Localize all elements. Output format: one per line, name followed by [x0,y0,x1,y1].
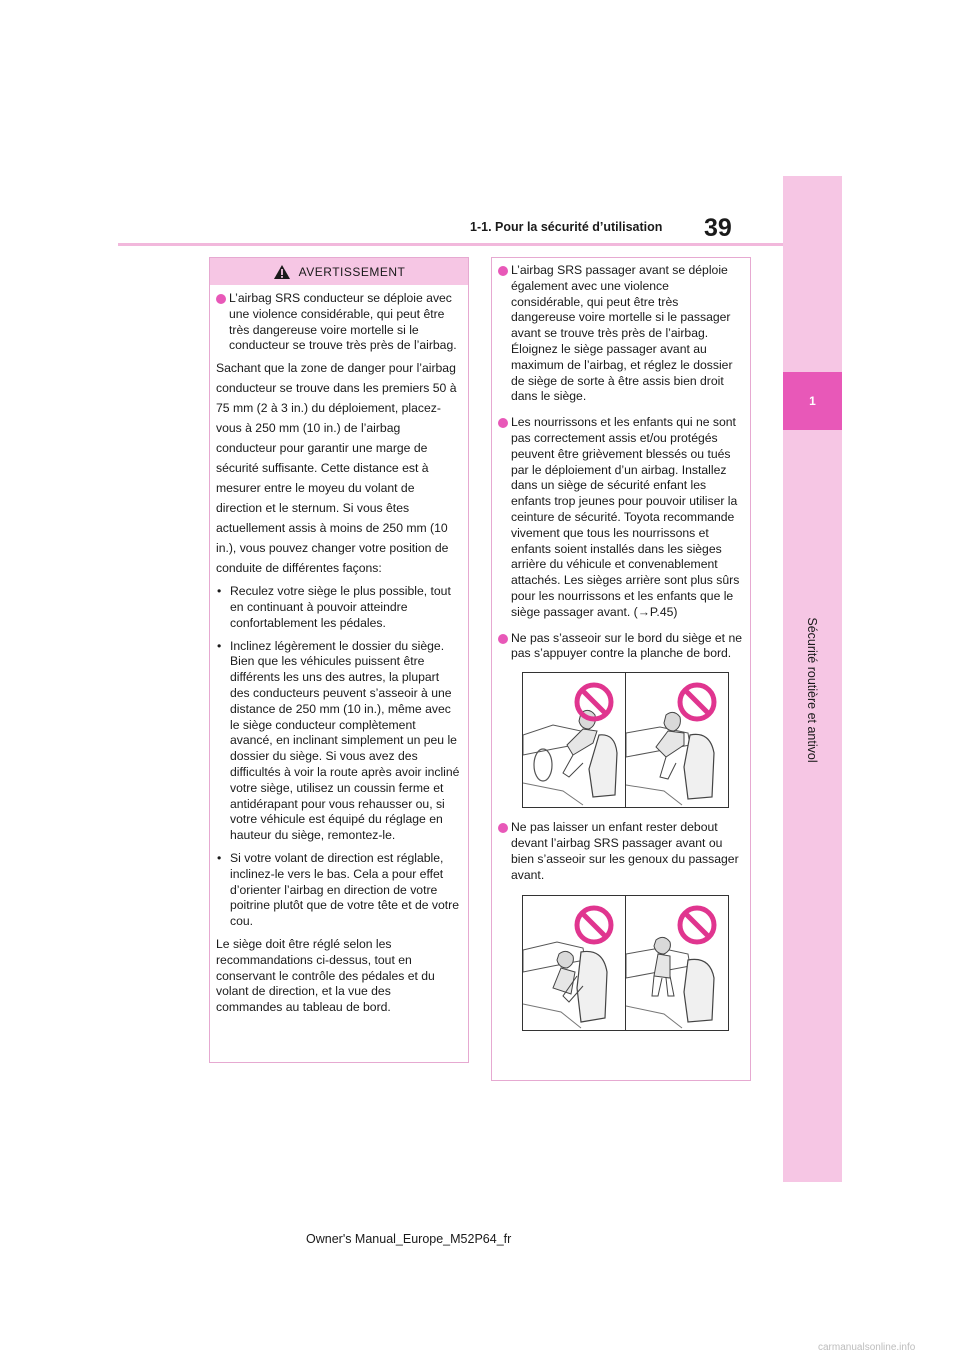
list-item [498,820,742,883]
illustration-panel [625,896,728,1030]
prohibition-icon [676,904,718,946]
list-item [216,291,460,354]
section-title: 1-1. Pour la sécurité d’utilisation [470,220,663,234]
warning-heading-text: AVERTISSEMENT [298,264,406,279]
list-item-text: L’airbag SRS conducteur se déploie avec une violence considérable, qui peut être très dangereuse voire mortelle si le conducteur se trouve très près de l’airbag. [229,291,457,353]
bullet-dot-icon [498,418,508,428]
warning-heading [210,258,468,285]
list-item-text: Ne pas s’asseoir sur le bord du siège et ne pas s’appuyer contre la planche de bord. [511,630,743,661]
list-item [498,415,742,620]
sub-bullet-mark: • [217,584,222,599]
bullet-dot-icon [498,266,508,276]
sub-bullet-mark: • [217,638,222,653]
header-divider [118,243,783,246]
sub-bullet-mark: • [217,850,222,865]
warning-triangle-icon [273,264,291,280]
list-item-text: Les nourrissons et les enfants qui ne sont pas correctement assis et/ou protégés peuvent être grièvement blessés ou tués par le déploiement d’un airbag. Installez dans un siège de sécurité enfant les enfants trop jeunes pour pouvoir utiliser la ceinture de sécurité. Toyota recommande vivement que tous les nourrissons et enfants soient installés dans les sièges arrière du véhicule et convenablement attachés. Les sièges arrière sont plus sûrs pour les nourrissons et les enfants que le siège passager avant. (→P.45) [511,415,740,619]
list-item [216,851,460,930]
list-item [498,263,742,405]
paragraph: Sachant que la zone de danger pour l’airbag conducteur se trouve dans les premiers 50 à 75 mm (2 à 3 in.) du déploiement, placez-vous à 250 mm (10 in.) de l’airbag conducteur pour garantir une marge de sécurité suffisante. Cette distance est à mesurer entre le moyeu du volant de direction et le sternum. Si vous êtes actuellement assis à moins de 250 mm (10 in.), vous pouvez changer votre position de conduite de différentes façons: [216,361,457,576]
warning-box-left [209,257,469,1063]
illustration-panel [523,896,625,1030]
side-tab-number: 1 [783,372,842,430]
bullet-dot-icon [498,634,508,644]
illustration-panel [625,673,728,807]
list-item [498,631,742,663]
paragraph: Le siège doit être réglé selon les recommandations ci-dessus, tout en conservant le contrôle des pédales et du volant de direction, et la vue des commandes au tableau de bord. [216,936,435,1015]
list-item-text: L’airbag SRS passager avant se déploie également avec une violence considérable, qui peut être très dangereuse voire mortelle si le passager avant se trouve très près de l’airbag. Éloignez le siège passager avant au maximum de l’airbag, et réglez le dossier de siège de sorte à être assis bien droit dans le siège. [511,263,733,404]
list-item-text: Inclinez légèrement le dossier du siège. Bien que les véhicules puissent être différents les uns des autres, la plupart des conducteurs peuvent s’asseoir à une distance de 250 mm (10 in.), même avec le siège conducteur complètement avancé, en inclinant simplement un peu le dossier du siège. Si vous avez des difficultés à voir la route après avoir incliné votre siège, utilisez un coussin ferme et antidérapant pour vous rehausser ou, si votre véhicule est équipé du réglage en hauteur du siège, remontez-le. [230,638,460,843]
warning-box-right [491,257,751,1081]
list-item-text: Ne pas laisser un enfant rester debout devant l’airbag SRS passager avant ou bien s’asseoir sur les genoux du passager avant. [511,820,739,882]
prohibition-icon [573,904,615,946]
list-item [216,639,460,844]
bullet-dot-icon [498,823,508,833]
list-item-text: Reculez votre siège le plus possible, tout en continuant à pouvoir atteindre confortablement les pédales. [230,584,451,630]
prohibition-icon [676,681,718,723]
bullet-dot-icon [216,294,226,304]
illustration-leaning-on-dashboard [522,672,729,808]
list-item [216,584,460,631]
footer-text: Owner's Manual_Europe_M52P64_fr [306,1232,512,1246]
list-item-text: Si votre volant de direction est réglable, inclinez-le vers le bas. Cela a pour effet d’orienter l’airbag en direction de votre poitrine plutôt que de votre tête et de votre cou. [230,850,460,929]
prohibition-icon [573,681,615,723]
watermark: carmanualsonline.info [818,1342,916,1353]
illustration-child-standing [522,895,729,1031]
page-number: 39 [704,214,732,242]
illustration-panel [523,673,625,807]
side-tab-label: Sécurité routière et antivol [805,617,819,763]
